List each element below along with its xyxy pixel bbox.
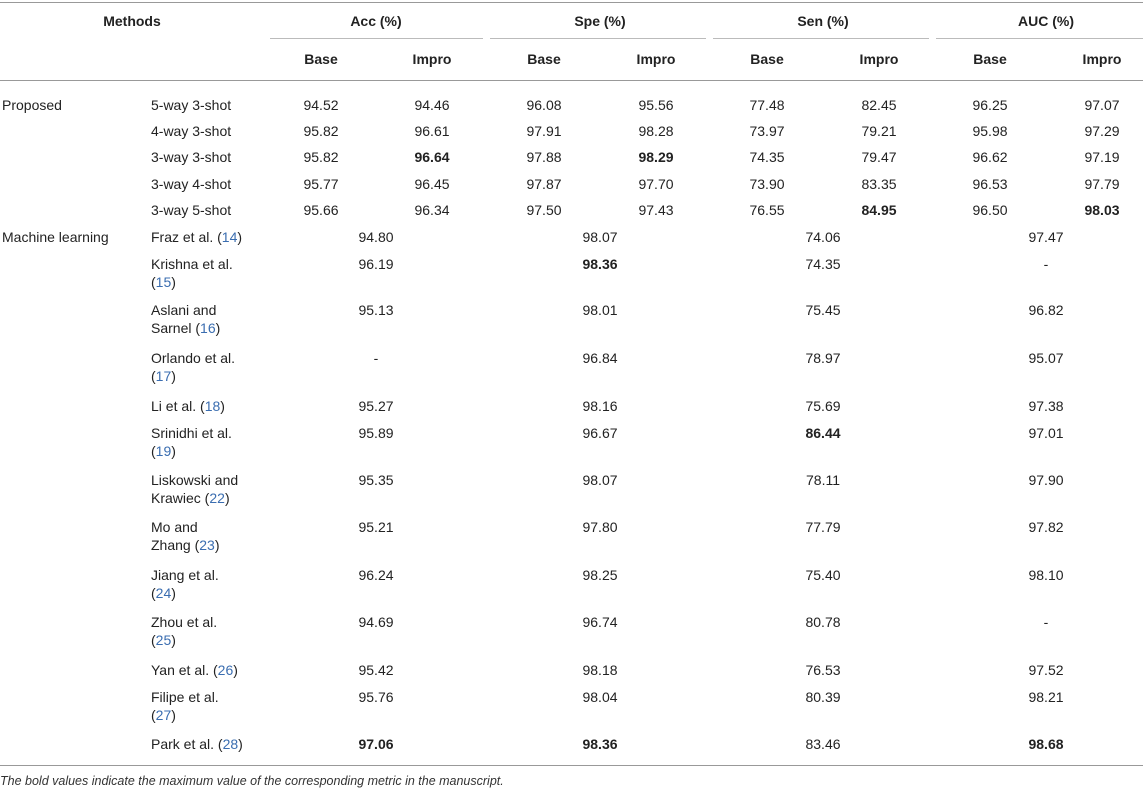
table-cell: 74.35 xyxy=(805,256,841,272)
paren-close: ) xyxy=(237,229,243,245)
table-cell: 75.40 xyxy=(805,567,841,583)
citation-link[interactable]: 23 xyxy=(199,537,215,553)
row-method xyxy=(151,661,238,679)
header-impro: Impro xyxy=(1082,51,1122,67)
paren-close: ) xyxy=(171,443,176,459)
table-cell: 95.13 xyxy=(358,302,394,318)
method-text: ( xyxy=(151,368,156,384)
paren-close: ) xyxy=(233,662,238,678)
table-cell: 96.61 xyxy=(414,123,450,139)
table-cell: 95.89 xyxy=(358,425,394,441)
table-cell: 97.87 xyxy=(526,176,562,192)
table-cell: 98.25 xyxy=(582,567,618,583)
table-cell: 96.08 xyxy=(526,97,562,113)
table-cell: 96.24 xyxy=(358,567,394,583)
table-cell: 79.47 xyxy=(861,149,897,165)
header-impro: Impro xyxy=(412,51,452,67)
row-method xyxy=(151,613,217,649)
table-cell: 96.84 xyxy=(582,350,618,366)
table-cell: 96.45 xyxy=(414,176,450,192)
citation-link[interactable]: 27 xyxy=(155,707,172,723)
method-text: Fraz et al. ( xyxy=(151,229,222,245)
method-text: Li et al. ( xyxy=(151,398,205,414)
table-cell: 97.70 xyxy=(638,176,674,192)
row-method xyxy=(151,688,219,724)
table-cell: 83.35 xyxy=(861,176,897,192)
method-line xyxy=(151,301,220,319)
method-text: ( xyxy=(151,632,156,648)
row-setting: 4-way 3-shot xyxy=(151,123,232,139)
table-cell: 98.07 xyxy=(582,472,618,488)
method-line xyxy=(151,566,219,584)
method-text: Park et al. ( xyxy=(151,736,223,752)
table-cell: 97.52 xyxy=(1028,662,1064,678)
table-cell: 96.82 xyxy=(1028,302,1064,318)
table-cell: 94.52 xyxy=(303,97,339,113)
table-cell: 96.62 xyxy=(972,149,1008,165)
table-cell: 74.35 xyxy=(749,149,785,165)
table-cell: 97.90 xyxy=(1028,472,1064,488)
method-text: Aslani and xyxy=(151,302,217,318)
method-line xyxy=(151,661,238,679)
citation-link[interactable]: 22 xyxy=(209,490,225,506)
method-text: Zhang ( xyxy=(151,537,200,553)
table-cell: 94.46 xyxy=(414,97,450,113)
method-text: Filipe et al. xyxy=(151,689,219,705)
table-cell: 95.21 xyxy=(358,519,394,535)
method-text: ( xyxy=(151,274,156,290)
method-line xyxy=(151,255,233,273)
method-text: ( xyxy=(151,585,156,601)
table-cell: 94.69 xyxy=(358,614,394,630)
citation-link[interactable]: 15 xyxy=(155,274,172,290)
method-text: Krawiec ( xyxy=(151,490,210,506)
citation-link[interactable]: 18 xyxy=(204,398,221,414)
method-line xyxy=(151,706,219,724)
table-cell: 75.69 xyxy=(805,398,841,414)
table-cell: 80.39 xyxy=(805,689,841,705)
row-setting: 3-way 3-shot xyxy=(151,149,232,165)
table-cell: 95.07 xyxy=(1028,350,1064,366)
method-line xyxy=(151,688,219,706)
table-cell: 78.97 xyxy=(805,350,841,366)
table-cell: 97.82 xyxy=(1028,519,1064,535)
row-method xyxy=(151,301,220,337)
method-text: Jiang et al. xyxy=(151,567,219,583)
table-cell: 95.42 xyxy=(358,662,394,678)
row-method xyxy=(151,397,225,415)
citation-link[interactable]: 24 xyxy=(155,585,172,601)
bottom-rule xyxy=(0,765,1143,766)
table-cell: 78.11 xyxy=(806,472,840,488)
method-line xyxy=(151,442,232,460)
table-cell: 98.16 xyxy=(582,398,618,414)
table-cell: 86.44 xyxy=(805,425,841,441)
table-cell: 77.48 xyxy=(749,97,785,113)
method-line xyxy=(151,735,243,753)
paren-close: ) xyxy=(171,707,176,723)
citation-link[interactable]: 19 xyxy=(155,443,172,459)
table-cell: 95.82 xyxy=(303,149,339,165)
header-impro: Impro xyxy=(859,51,899,67)
header-group: Spe (%) xyxy=(574,13,626,29)
method-line xyxy=(151,584,219,602)
table-cell: 80.78 xyxy=(805,614,841,630)
table-cell: 75.45 xyxy=(805,302,841,318)
table-cell: 95.76 xyxy=(358,689,394,705)
table-cell: 98.07 xyxy=(582,229,618,245)
table-cell: 98.28 xyxy=(638,123,674,139)
table-cell: 95.82 xyxy=(303,123,339,139)
method-line xyxy=(151,424,232,442)
paren-close: ) xyxy=(171,632,176,648)
table-cell: 95.56 xyxy=(638,97,674,113)
header-impro: Impro xyxy=(636,51,676,67)
table-cell: 96.64 xyxy=(414,149,450,165)
table-cell: - xyxy=(373,350,379,366)
header-base: Base xyxy=(304,51,338,67)
method-line xyxy=(151,631,217,649)
table-cell: 97.43 xyxy=(638,202,674,218)
paren-close: ) xyxy=(171,274,176,290)
citation-link[interactable]: 28 xyxy=(222,736,239,752)
citation-link[interactable]: 17 xyxy=(155,368,172,384)
section-label-ml: Machine learning xyxy=(2,229,109,245)
paren-close: ) xyxy=(171,368,176,384)
group-underline xyxy=(713,38,929,39)
paren-close: ) xyxy=(238,736,243,752)
header-group: Acc (%) xyxy=(350,13,402,29)
method-text: Krishna et al. xyxy=(151,256,233,272)
table-cell: 97.80 xyxy=(582,519,618,535)
method-line xyxy=(151,536,220,554)
header-base: Base xyxy=(973,51,1007,67)
table-cell: 96.53 xyxy=(972,176,1008,192)
table-cell: 95.77 xyxy=(303,176,339,192)
row-method xyxy=(151,424,232,460)
method-text: Yan et al. ( xyxy=(151,662,218,678)
table-cell: 96.34 xyxy=(414,202,450,218)
method-text: Orlando et al. xyxy=(151,350,236,366)
table-cell: 77.79 xyxy=(805,519,841,535)
table-footnote: The bold values indicate the maximum value of the corresponding metric in the manuscript. xyxy=(0,774,504,788)
method-text: Liskowski and xyxy=(151,472,239,488)
table-cell: 97.06 xyxy=(358,736,394,752)
table-cell: 97.38 xyxy=(1028,398,1064,414)
method-text: ( xyxy=(151,443,156,459)
table-cell: 82.45 xyxy=(861,97,897,113)
row-setting: 5-way 3-shot xyxy=(151,97,232,113)
table-cell: 76.53 xyxy=(805,662,841,678)
table-cell: 97.79 xyxy=(1084,176,1120,192)
citation-link[interactable]: 26 xyxy=(217,662,234,678)
table-cell: 95.27 xyxy=(358,398,394,414)
method-line xyxy=(151,613,217,631)
table-cell: 98.36 xyxy=(582,736,618,752)
paren-close: ) xyxy=(214,537,220,553)
table-cell: 94.80 xyxy=(358,229,394,245)
table-cell: 97.91 xyxy=(526,123,562,139)
table-cell: 95.66 xyxy=(303,202,339,218)
header-methods: Methods xyxy=(103,13,161,29)
table-cell: 96.25 xyxy=(972,97,1008,113)
paren-close: ) xyxy=(224,490,230,506)
method-text: Mo and xyxy=(151,519,198,535)
group-underline xyxy=(270,38,483,39)
table-cell: 98.01 xyxy=(582,302,618,318)
table-cell: 97.47 xyxy=(1028,229,1064,245)
table-cell: 84.95 xyxy=(861,202,897,218)
method-line xyxy=(151,397,225,415)
table-cell: 98.03 xyxy=(1084,202,1120,218)
method-line xyxy=(151,319,220,337)
method-line xyxy=(151,367,235,385)
table-cell: 97.88 xyxy=(526,149,562,165)
table-cell: - xyxy=(1043,256,1049,272)
table-cell: 96.67 xyxy=(582,425,618,441)
table-cell: 73.90 xyxy=(749,176,785,192)
table-cell: 96.50 xyxy=(972,202,1008,218)
table-cell: 74.06 xyxy=(805,229,841,245)
row-method xyxy=(151,349,235,385)
method-line xyxy=(151,228,242,246)
row-method xyxy=(151,471,238,507)
header-group: Sen (%) xyxy=(797,13,849,29)
table-cell: 97.07 xyxy=(1084,97,1120,113)
table-cell: 83.46 xyxy=(805,736,841,752)
table-cell: 95.35 xyxy=(358,472,394,488)
row-method xyxy=(151,518,220,554)
row-method xyxy=(151,735,243,753)
method-line xyxy=(151,471,238,489)
header-base: Base xyxy=(750,51,784,67)
table-cell: 98.04 xyxy=(582,689,618,705)
table-cell: - xyxy=(1043,614,1049,630)
table-cell: 97.50 xyxy=(526,202,562,218)
method-line xyxy=(151,349,235,367)
method-text: Sarnel ( xyxy=(151,320,201,336)
row-setting: 3-way 4-shot xyxy=(151,176,232,192)
table-cell: 96.19 xyxy=(358,256,394,272)
group-underline xyxy=(490,38,706,39)
method-text: Zhou et al. xyxy=(151,614,218,630)
table-cell: 98.21 xyxy=(1028,689,1064,705)
table-cell: 97.01 xyxy=(1028,425,1064,441)
header-base: Base xyxy=(527,51,561,67)
paren-close: ) xyxy=(220,398,225,414)
table-cell: 98.36 xyxy=(582,256,618,272)
table-cell: 98.18 xyxy=(582,662,618,678)
header-group: AUC (%) xyxy=(1018,13,1074,29)
group-underline xyxy=(936,38,1143,39)
section-label-proposed: Proposed xyxy=(2,97,62,113)
method-line xyxy=(151,489,238,507)
table-cell: 98.10 xyxy=(1028,567,1064,583)
citation-link[interactable]: 16 xyxy=(200,320,216,336)
citation-link[interactable]: 14 xyxy=(221,229,238,245)
table-cell: 98.68 xyxy=(1028,736,1064,752)
row-method xyxy=(151,228,242,246)
citation-link[interactable]: 25 xyxy=(155,632,172,648)
table-cell: 95.98 xyxy=(972,123,1008,139)
table-cell: 98.29 xyxy=(638,149,674,165)
method-line xyxy=(151,518,220,536)
paren-close: ) xyxy=(215,320,221,336)
method-text: ( xyxy=(151,707,156,723)
top-rule xyxy=(0,2,1143,3)
row-method xyxy=(151,255,233,291)
paren-close: ) xyxy=(171,585,176,601)
method-line xyxy=(151,273,233,291)
method-text: Srinidhi et al. xyxy=(151,425,232,441)
row-method xyxy=(151,566,219,602)
table-cell: 97.19 xyxy=(1084,149,1120,165)
table-cell: 96.74 xyxy=(582,614,618,630)
header-rule xyxy=(0,80,1143,81)
table-cell: 79.21 xyxy=(861,123,897,139)
row-setting: 3-way 5-shot xyxy=(151,202,232,218)
table-cell: 97.29 xyxy=(1084,123,1120,139)
table-cell: 73.97 xyxy=(749,123,785,139)
table-cell: 76.55 xyxy=(749,202,785,218)
